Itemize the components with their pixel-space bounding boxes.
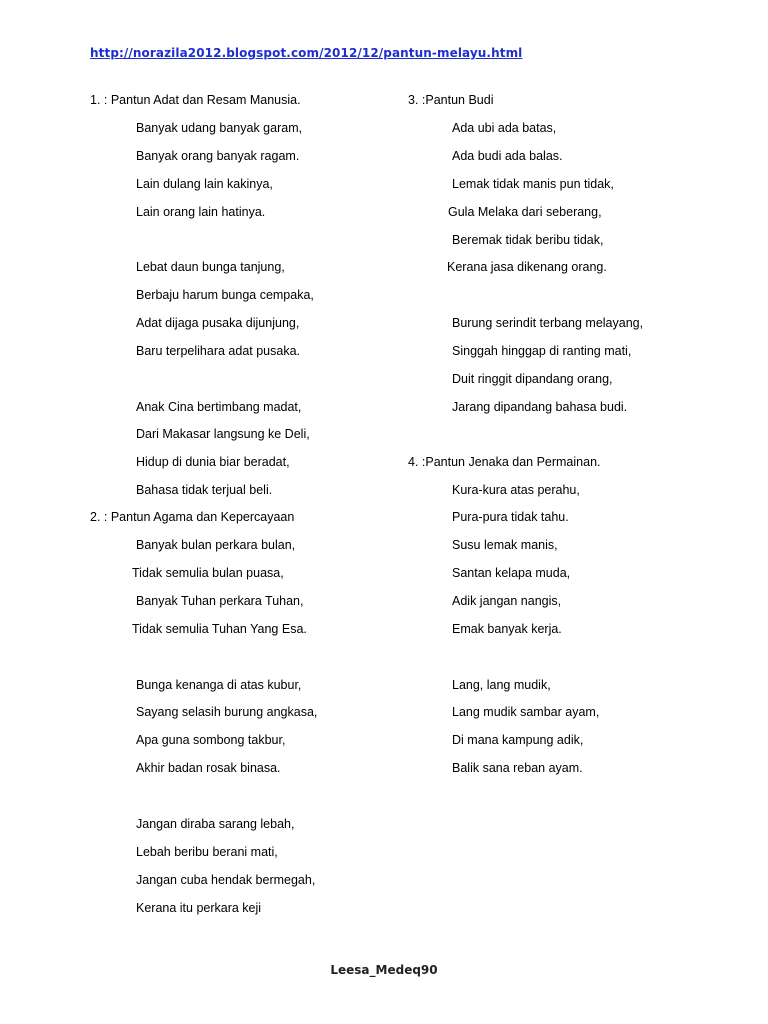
pantun-line: Apa guna sombong takbur,	[136, 733, 286, 747]
pantun-line: Di mana kampung adik,	[452, 733, 584, 747]
pantun-line: Banyak bulan perkara bulan,	[136, 538, 296, 552]
pantun-line: Tidak semulia Tuhan Yang Esa.	[132, 622, 307, 636]
author-footer: Leesa_Medeq90	[330, 963, 438, 977]
pantun-line: Ada ubi ada batas,	[452, 121, 557, 135]
pantun-line: Lebat daun bunga tanjung,	[136, 260, 285, 274]
pantun-line: Dari Makasar langsung ke Deli,	[136, 427, 310, 441]
pantun-line: Jangan cuba hendak bermegah,	[136, 873, 316, 887]
source-link[interactable]: http://norazila2012.blogspot.com/2012/12/pantun-melayu.html	[90, 46, 523, 60]
pantun-line: Berbaju harum bunga cempaka,	[136, 288, 314, 302]
pantun-line: Tidak semulia bulan puasa,	[132, 566, 284, 580]
pantun-line: Gula Melaka dari seberang,	[448, 205, 602, 219]
pantun-line: Lebah beribu berani mati,	[136, 845, 278, 859]
pantun-line: Akhir badan rosak binasa.	[136, 761, 281, 775]
pantun-line: Lemak tidak manis pun tidak,	[452, 177, 614, 191]
pantun-line: Kerana jasa dikenang orang.	[447, 260, 607, 274]
pantun-line: Susu lemak manis,	[452, 538, 558, 552]
pantun-line: Adat dijaga pusaka dijunjung,	[136, 316, 300, 330]
pantun-line: Sayang selasih burung angkasa,	[136, 705, 318, 719]
pantun-line: Hidup di dunia biar beradat,	[136, 455, 290, 469]
pantun-line: Lain orang lain hatinya.	[136, 205, 266, 219]
pantun-line: Singgah hinggap di ranting mati,	[452, 344, 632, 358]
pantun-line: Jangan diraba sarang lebah,	[136, 817, 295, 831]
pantun-line: Kerana itu perkara keji	[136, 901, 262, 915]
pantun-line: Banyak udang banyak garam,	[136, 121, 303, 135]
pantun-line: Lain dulang lain kakinya,	[136, 177, 273, 191]
section-2-heading: 2. : Pantun Agama dan Kepercayaan	[90, 510, 295, 524]
pantun-line: Lang, lang mudik,	[452, 678, 551, 692]
pantun-line: Beremak tidak beribu tidak,	[452, 233, 604, 247]
section-1-heading: 1. : Pantun Adat dan Resam Manusia.	[90, 93, 301, 107]
pantun-line: Bahasa tidak terjual beli.	[136, 483, 273, 497]
pantun-line: Santan kelapa muda,	[452, 566, 571, 580]
pantun-line: Anak Cina bertimbang madat,	[136, 400, 302, 414]
pantun-line: Kura-kura atas perahu,	[452, 483, 580, 497]
pantun-line: Emak banyak kerja.	[452, 622, 562, 636]
pantun-line: Banyak orang banyak ragam.	[136, 149, 300, 163]
pantun-line: Pura-pura tidak tahu.	[452, 510, 569, 524]
pantun-line: Bunga kenanga di atas kubur,	[136, 678, 302, 692]
pantun-line: Balik sana reban ayam.	[452, 761, 583, 775]
pantun-line: Lang mudik sambar ayam,	[452, 705, 600, 719]
pantun-line: Jarang dipandang bahasa budi.	[452, 400, 628, 414]
section-4-heading: 4. :Pantun Jenaka dan Permainan.	[408, 455, 601, 469]
pantun-line: Banyak Tuhan perkara Tuhan,	[136, 594, 304, 608]
pantun-line: Burung serindit terbang melayang,	[452, 316, 644, 330]
pantun-line: Duit ringgit dipandang orang,	[452, 372, 613, 386]
pantun-line: Adik jangan nangis,	[452, 594, 562, 608]
section-3-heading: 3. :Pantun Budi	[408, 93, 494, 107]
pantun-line: Ada budi ada balas.	[452, 149, 563, 163]
pantun-line: Baru terpelihara adat pusaka.	[136, 344, 300, 358]
